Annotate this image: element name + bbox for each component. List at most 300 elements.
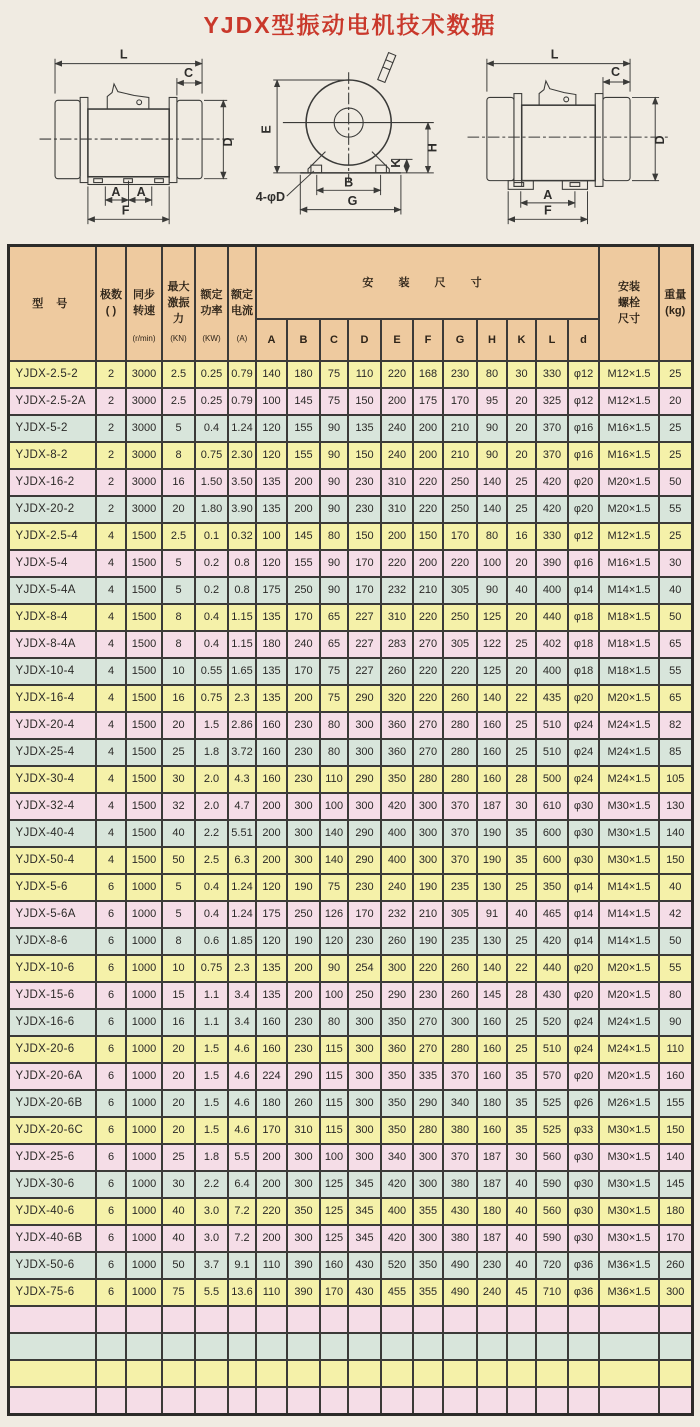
cell-speed: 1000 [126,982,162,1009]
cell-bolt: M30×1.5 [599,847,659,874]
cell-bolt [599,1360,659,1387]
cell-dim-c [320,1387,348,1415]
cell-model: YJDX-15-6 [8,982,96,1009]
cell-speed: 1500 [126,658,162,685]
cell-current: 1.24 [228,874,256,901]
cell-dim-g: 210 [443,415,477,442]
cell-dim-f: 220 [413,469,443,496]
cell-dim-a: 170 [256,1117,287,1144]
cell-dim-d-small: φ12 [568,361,599,388]
cell-dim-d-small: φ16 [568,550,599,577]
cell-current: 5.51 [228,820,256,847]
dim-label-f: F [543,203,552,218]
cell-dim-k: 25 [507,1009,536,1036]
cell-poles: 4 [96,523,126,550]
cell-dim-e: 400 [381,847,413,874]
cell-dim-l: 370 [536,415,568,442]
table-row [8,631,692,658]
cell-dim-h: 130 [477,874,507,901]
cell-dim-g: 380 [443,1171,477,1198]
cell-force: 5 [162,415,195,442]
cell-poles: 6 [96,1198,126,1225]
cell-speed: 3000 [126,361,162,388]
cell-dim-e: 420 [381,1171,413,1198]
cell-weight [659,1387,692,1415]
cell-power: 1.80 [195,496,228,523]
foot-right [355,152,390,173]
cell-dim-k: 28 [507,982,536,1009]
dim-label-d: D [221,137,236,147]
cell-dim-f: 220 [413,496,443,523]
cell-model [8,1333,96,1360]
cell-poles: 6 [96,874,126,901]
cell-dim-g: 370 [443,847,477,874]
cell-model: YJDX-8-6 [8,928,96,955]
cell-dim-l: 370 [536,442,568,469]
cell-weight: 55 [659,496,692,523]
cell-speed: 1000 [126,1009,162,1036]
cell-dim-d: 227 [348,658,381,685]
cell-speed: 1000 [126,1063,162,1090]
cell-dim-h: 160 [477,1009,507,1036]
cell-weight: 25 [659,415,692,442]
table-row [8,1009,692,1036]
cell-speed [126,1333,162,1360]
cell-model: YJDX-5-4A [8,577,96,604]
cell-weight: 300 [659,1279,692,1306]
cell-dim-d: 230 [348,496,381,523]
cell-dim-g: 300 [443,1009,477,1036]
cell-dim-a: 135 [256,496,287,523]
cell-dim-h: 187 [477,1171,507,1198]
cell-dim-d-small [568,1387,599,1415]
cell-current: 9.1 [228,1252,256,1279]
cell-dim-d-small: φ14 [568,928,599,955]
cell-poles [96,1333,126,1360]
cell-speed: 1000 [126,1225,162,1252]
cell-dim-g: 250 [443,469,477,496]
cell-dim-b: 300 [287,1171,320,1198]
cell-model: YJDX-25-4 [8,739,96,766]
dim-label-a: A [542,188,552,203]
cell-speed: 1500 [126,712,162,739]
cell-dim-h: 240 [477,1279,507,1306]
cell-dim-d-small: φ18 [568,604,599,631]
cell-dim-e: 220 [381,550,413,577]
table-row [8,820,692,847]
cell-current: 1.85 [228,928,256,955]
cell-current: 2.3 [228,685,256,712]
table-row [8,712,692,739]
cell-force: 5 [162,874,195,901]
cell-power: 1.5 [195,1117,228,1144]
cell-weight: 50 [659,469,692,496]
cell-dim-d: 300 [348,1090,381,1117]
cell-dim-c: 160 [320,1252,348,1279]
cell-bolt: M30×1.5 [599,820,659,847]
cell-dim-k: 20 [507,550,536,577]
cell-weight: 180 [659,1198,692,1225]
cell-dim-a: 110 [256,1279,287,1306]
cell-dim-b [287,1306,320,1333]
cell-dim-d [348,1306,381,1333]
cell-power: 2.2 [195,820,228,847]
cell-dim-l: 520 [536,1009,568,1036]
cell-current: 5.5 [228,1144,256,1171]
cell-dim-a: 160 [256,712,287,739]
cell-dim-g: 305 [443,631,477,658]
cell-dim-b: 190 [287,928,320,955]
cell-dim-k: 40 [507,901,536,928]
cell-power: 1.50 [195,469,228,496]
cell-dim-c: 90 [320,442,348,469]
cell-dim-c: 90 [320,496,348,523]
cell-dim-a: 140 [256,361,287,388]
cell-bolt: M24×1.5 [599,1036,659,1063]
cell-dim-l [536,1306,568,1333]
cell-power: 0.25 [195,388,228,415]
cell-dim-d-small: φ14 [568,577,599,604]
cell-dim-f: 190 [413,928,443,955]
cell-weight [659,1333,692,1360]
cell-power: 0.4 [195,631,228,658]
cell-speed: 1000 [126,1171,162,1198]
cell-dim-a: 200 [256,847,287,874]
cell-bolt: M24×1.5 [599,712,659,739]
cell-poles: 6 [96,1090,126,1117]
cell-dim-f: 220 [413,658,443,685]
cell-poles: 6 [96,1252,126,1279]
cell-model: YJDX-40-6 [8,1198,96,1225]
cell-dim-a: 120 [256,550,287,577]
cell-dim-e: 400 [381,820,413,847]
cell-dim-h: 125 [477,604,507,631]
cell-power [195,1360,228,1387]
cell-dim-d: 300 [348,739,381,766]
cell-dim-d-small: φ26 [568,1090,599,1117]
cell-dim-b: 145 [287,388,320,415]
cell-dim-k: 40 [507,1252,536,1279]
cell-force [162,1360,195,1387]
cell-dim-e: 360 [381,739,413,766]
cell-dim-c: 90 [320,955,348,982]
cell-dim-l: 400 [536,658,568,685]
cell-dim-e: 300 [381,955,413,982]
cell-dim-d: 300 [348,793,381,820]
cell-current: 6.4 [228,1171,256,1198]
cell-dim-f: 300 [413,1171,443,1198]
cell-model: YJDX-20-6 [8,1036,96,1063]
foot-slot [570,183,580,187]
cell-model: YJDX-16-4 [8,685,96,712]
cell-poles: 6 [96,982,126,1009]
cell-dim-l: 510 [536,1036,568,1063]
cell-current: 0.8 [228,577,256,604]
cell-force: 40 [162,1198,195,1225]
cell-dim-d-small: φ30 [568,820,599,847]
cell-dim-l: 330 [536,361,568,388]
cell-dim-b: 145 [287,523,320,550]
cell-speed: 1500 [126,685,162,712]
motor-body [88,109,169,177]
cell-dim-c: 110 [320,766,348,793]
cell-dim-d-small [568,1360,599,1387]
cell-current: 2.86 [228,712,256,739]
cell-dim-b: 170 [287,604,320,631]
cell-weight: 80 [659,982,692,1009]
cell-dim-h: 90 [477,577,507,604]
drawing-front-view [250,42,453,238]
cell-speed: 1500 [126,631,162,658]
cell-dim-d: 300 [348,1036,381,1063]
cell-force: 2.5 [162,388,195,415]
cell-dim-f: 200 [413,442,443,469]
cell-dim-k: 30 [507,361,536,388]
drawing-side-view-left [26,42,250,238]
table-row [8,469,692,496]
cell-dim-a: 180 [256,1090,287,1117]
cell-model: YJDX-10-6 [8,955,96,982]
cell-dim-k: 30 [507,1144,536,1171]
table-row [8,1279,692,1306]
cell-dim-f [413,1360,443,1387]
cell-dim-c: 170 [320,1279,348,1306]
cell-bolt: M24×1.5 [599,739,659,766]
cell-bolt: M30×1.5 [599,1171,659,1198]
cell-dim-e: 350 [381,1117,413,1144]
cell-dim-a: 110 [256,1252,287,1279]
cell-model: YJDX-20-6A [8,1063,96,1090]
cell-dim-k: 25 [507,928,536,955]
cell-speed: 1500 [126,820,162,847]
cell-bolt: M18×1.5 [599,658,659,685]
cell-model: YJDX-20-2 [8,496,96,523]
table-row [8,523,692,550]
cell-poles: 4 [96,712,126,739]
cell-dim-h: 122 [477,631,507,658]
dim-label-a1: A [111,185,121,200]
cell-dim-d-small: φ14 [568,874,599,901]
cell-power: 0.4 [195,901,228,928]
cell-speed: 1500 [126,766,162,793]
cell-dim-c: 125 [320,1171,348,1198]
col-header-install-dims: 安 装 尺 寸 [256,246,599,319]
cell-speed [126,1306,162,1333]
cell-dim-g: 370 [443,820,477,847]
cell-speed: 1000 [126,1090,162,1117]
cell-dim-f: 175 [413,388,443,415]
cell-dim-g: 170 [443,388,477,415]
cell-weight: 85 [659,739,692,766]
cell-dim-a [256,1306,287,1333]
cell-weight: 150 [659,847,692,874]
cell-current: 2.3 [228,955,256,982]
cell-dim-k: 35 [507,1063,536,1090]
cell-model: YJDX-30-4 [8,766,96,793]
cell-dim-l: 525 [536,1090,568,1117]
cell-dim-h: 187 [477,1144,507,1171]
cell-current: 7.2 [228,1198,256,1225]
cell-dim-e: 260 [381,928,413,955]
cell-dim-f: 200 [413,415,443,442]
cell-poles [96,1387,126,1415]
cell-weight: 110 [659,1036,692,1063]
cell-dim-f: 300 [413,1225,443,1252]
cell-dim-c [320,1360,348,1387]
col-header-dim-k: K [507,319,536,361]
cell-force: 20 [162,712,195,739]
cell-dim-k: 30 [507,793,536,820]
cell-dim-a: 200 [256,1171,287,1198]
table-row [8,1306,692,1333]
cell-force: 8 [162,631,195,658]
cell-weight: 170 [659,1225,692,1252]
cell-dim-l: 500 [536,766,568,793]
cell-dim-d-small: φ12 [568,388,599,415]
cell-dim-d-small [568,1306,599,1333]
cell-dim-a: 200 [256,793,287,820]
cell-model: YJDX-8-4 [8,604,96,631]
cell-dim-b: 300 [287,793,320,820]
cell-power: 3.0 [195,1198,228,1225]
cell-dim-h: 140 [477,685,507,712]
cell-dim-g: 280 [443,739,477,766]
table-row [8,496,692,523]
cell-dim-k: 40 [507,577,536,604]
cell-dim-d-small: φ18 [568,658,599,685]
cell-speed: 1000 [126,928,162,955]
cell-dim-k [507,1333,536,1360]
col-header-dim-a: A [256,319,287,361]
cell-bolt: M14×1.5 [599,874,659,901]
cell-bolt: M12×1.5 [599,388,659,415]
cell-dim-k [507,1360,536,1387]
cell-current: 1.15 [228,604,256,631]
cell-weight: 25 [659,442,692,469]
cell-power: 0.4 [195,415,228,442]
cell-dim-d: 430 [348,1252,381,1279]
cell-dim-l: 465 [536,901,568,928]
cell-dim-f: 300 [413,820,443,847]
cell-dim-d: 345 [348,1171,381,1198]
table-row [8,685,692,712]
cell-dim-d: 300 [348,1063,381,1090]
cell-poles [96,1360,126,1387]
cell-dim-d: 230 [348,874,381,901]
cell-weight: 20 [659,388,692,415]
cell-dim-e: 320 [381,685,413,712]
cell-dim-g: 250 [443,496,477,523]
table-row [8,442,692,469]
cell-current [228,1333,256,1360]
cell-dim-b [287,1333,320,1360]
cell-dim-c: 125 [320,1225,348,1252]
cell-model: YJDX-2.5-2A [8,388,96,415]
cell-dim-k: 25 [507,739,536,766]
cell-poles: 6 [96,1144,126,1171]
cell-dim-k: 35 [507,820,536,847]
cell-power: 1.8 [195,739,228,766]
table-row [8,739,692,766]
cell-dim-c: 75 [320,658,348,685]
col-header-speed: 同步 转速 (r/min) [126,246,162,361]
cell-dim-e: 290 [381,982,413,1009]
cell-dim-h: 190 [477,820,507,847]
cell-model: YJDX-50-6 [8,1252,96,1279]
dim-label-k: K [389,158,404,168]
cell-current: 0.32 [228,523,256,550]
cell-model: YJDX-40-4 [8,820,96,847]
cell-poles: 6 [96,1036,126,1063]
cell-force: 25 [162,739,195,766]
lifting-hole [137,100,142,105]
cell-model: YJDX-16-2 [8,469,96,496]
cell-dim-f: 220 [413,604,443,631]
cell-dim-l [536,1387,568,1415]
cell-model: YJDX-32-4 [8,793,96,820]
cell-dim-e: 240 [381,415,413,442]
cell-model: YJDX-5-6 [8,874,96,901]
cell-bolt: M14×1.5 [599,928,659,955]
cell-dim-h: 160 [477,712,507,739]
cell-weight: 155 [659,1090,692,1117]
cell-dim-l: 430 [536,982,568,1009]
cell-dim-b: 310 [287,1117,320,1144]
cell-dim-d: 300 [348,1009,381,1036]
cell-dim-e [381,1306,413,1333]
cell-dim-e: 200 [381,523,413,550]
cell-dim-b: 260 [287,1090,320,1117]
cell-power: 0.55 [195,658,228,685]
cell-poles: 6 [96,901,126,928]
cell-dim-b: 155 [287,550,320,577]
cell-dim-h [477,1333,507,1360]
drawing-side-view-right [454,42,678,238]
cell-dim-b: 290 [287,1063,320,1090]
cell-dim-h: 190 [477,847,507,874]
cell-power: 1.8 [195,1144,228,1171]
cell-dim-d-small: φ20 [568,685,599,712]
cell-bolt: M26×1.5 [599,1090,659,1117]
cell-weight: 105 [659,766,692,793]
cell-dim-d: 150 [348,442,381,469]
dim-label-f: F [121,203,130,218]
cell-dim-h: 95 [477,388,507,415]
table-row [8,793,692,820]
cell-dim-c: 75 [320,388,348,415]
cell-dim-l: 710 [536,1279,568,1306]
cell-force: 8 [162,928,195,955]
cell-dim-h: 140 [477,955,507,982]
cell-dim-h: 130 [477,928,507,955]
cell-dim-f: 355 [413,1279,443,1306]
cell-power: 0.4 [195,874,228,901]
cell-bolt: M16×1.5 [599,442,659,469]
cell-model: YJDX-20-4 [8,712,96,739]
cell-dim-l: 560 [536,1144,568,1171]
cell-poles: 6 [96,928,126,955]
unit-power: (KW) [202,333,221,343]
cell-poles: 6 [96,1225,126,1252]
cell-power: 1.5 [195,1036,228,1063]
cell-dim-h: 125 [477,658,507,685]
cell-speed [126,1360,162,1387]
cell-dim-b: 250 [287,577,320,604]
cell-force: 20 [162,496,195,523]
cell-dim-a: 175 [256,901,287,928]
cell-dim-a: 160 [256,1036,287,1063]
cell-dim-e: 350 [381,1090,413,1117]
